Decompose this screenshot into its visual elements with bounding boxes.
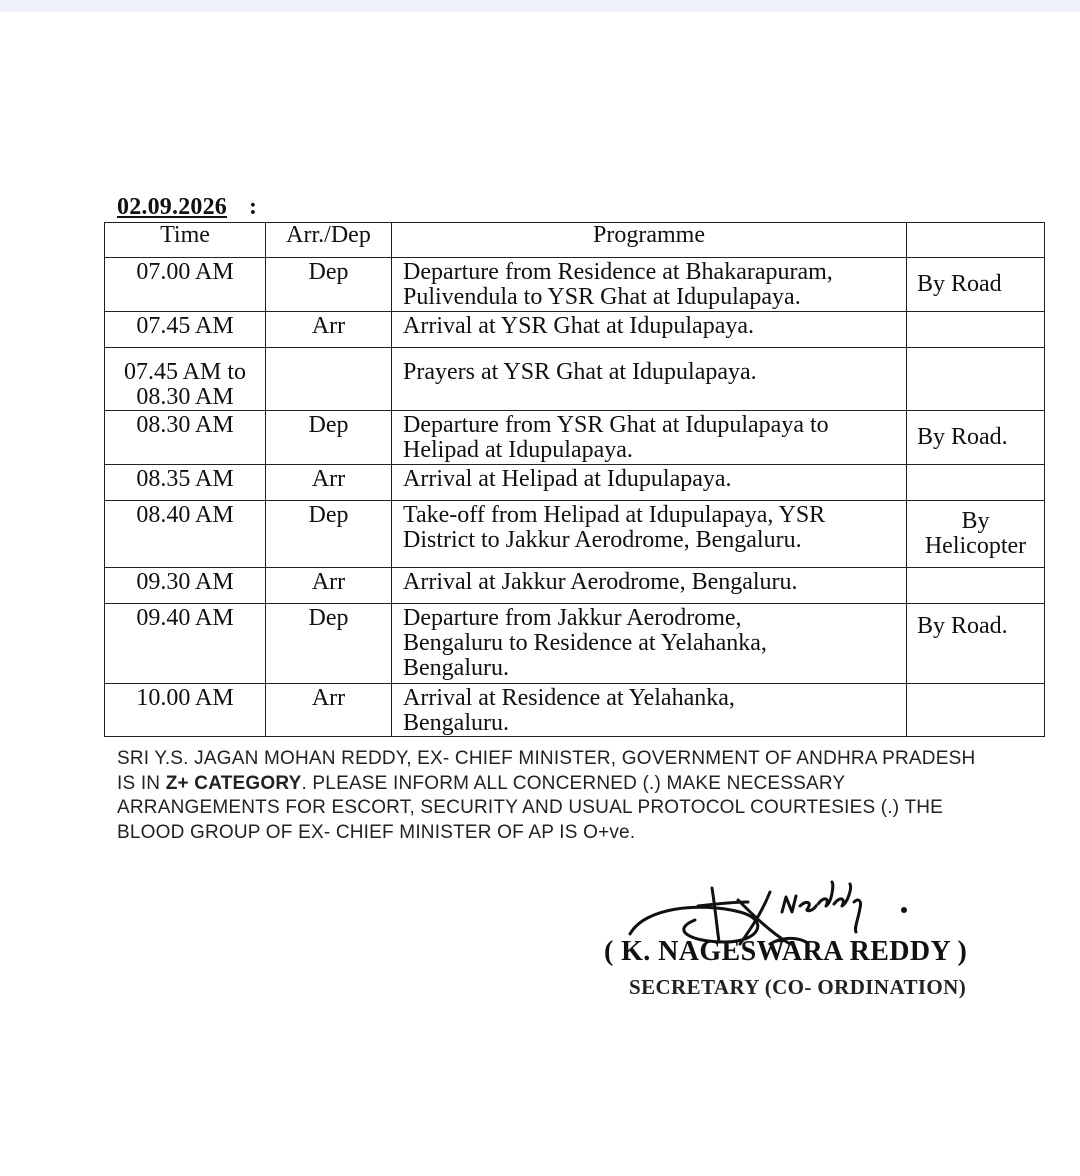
programme-line: Bengaluru. — [403, 710, 509, 736]
programme-line: Arrival at Helipad at Idupulapaya. — [403, 466, 732, 492]
programme-cell — [392, 684, 907, 737]
programme-line: Pulivendula to YSR Ghat at Idupulapaya. — [403, 284, 801, 310]
table-row — [105, 258, 1045, 312]
mode-cell — [907, 465, 1045, 501]
programme-line: Departure from YSR Ghat at Idupulapaya to — [403, 412, 829, 438]
mode-cell: By Road. — [907, 604, 1045, 684]
mode-cell: By Road. — [907, 411, 1045, 465]
time-cell: 08.40 AM — [105, 501, 266, 568]
arr-dep-cell — [266, 348, 392, 411]
programme-cell — [392, 258, 907, 312]
arr-dep-cell: Dep — [266, 604, 392, 684]
programme-cell — [392, 501, 907, 568]
table-row — [105, 411, 1045, 465]
time-cell: 07.00 AM — [105, 258, 266, 312]
programme-line: Helipad at Idupulapaya. — [403, 437, 633, 463]
arr-dep-cell: Arr — [266, 568, 392, 604]
security-remark — [117, 747, 997, 845]
date-colon: : — [249, 194, 257, 220]
time-line: 08.30 AM — [136, 384, 234, 410]
programme-cell — [392, 465, 907, 501]
header-time: Time — [105, 223, 266, 258]
header-mode — [907, 223, 1045, 258]
programme-cell — [392, 411, 907, 465]
table-row — [105, 604, 1045, 684]
mode-line: By — [961, 508, 990, 534]
time-cell: 07.45 AM — [105, 312, 266, 348]
signatory-name: ( K. NAGESWARA REDDY ) — [604, 936, 968, 967]
schedule-table — [104, 222, 1045, 737]
programme-line: Take-off from Helipad at Idupulapaya, YSR — [403, 502, 826, 528]
time-cell — [105, 348, 266, 411]
arr-dep-cell: Dep — [266, 411, 392, 465]
table-row — [105, 568, 1045, 604]
time-cell: 09.30 AM — [105, 568, 266, 604]
remark-category: Z+ CATEGORY — [165, 772, 302, 794]
top-status-strip — [0, 0, 1080, 12]
programme-line: Arrival at Jakkur Aerodrome, Bengaluru. — [403, 569, 798, 595]
time-cell: 08.35 AM — [105, 465, 266, 501]
table-row — [105, 465, 1045, 501]
remark-text-continued: . PLEASE INFORM ALL CONCERNED (.) MAKE NECESSARY ARRANGEMENTS FOR ESCORT, SECURITY AND USUAL PROTOCOL COURTESIES (.) THE BLOOD GROUP OF EX- CHIEF MINISTER OF AP IS O+ve. — [117, 772, 944, 843]
mode-cell — [907, 501, 1045, 568]
programme-line: Bengaluru. — [403, 655, 509, 681]
mode-cell — [907, 684, 1045, 737]
programme-cell — [392, 312, 907, 348]
table-row — [105, 312, 1045, 348]
programme-date: 02.09.2026 — [117, 194, 227, 220]
time-line: 07.45 AM to — [123, 359, 246, 385]
programme-cell — [392, 604, 907, 684]
table-row — [105, 348, 1045, 411]
programme-line: Arrival at YSR Ghat at Idupulapaya. — [403, 313, 755, 339]
mode-cell — [907, 312, 1045, 348]
arr-dep-cell: Arr — [266, 684, 392, 737]
arr-dep-cell: Arr — [266, 312, 392, 348]
programme-cell — [392, 348, 907, 411]
remark-text: SRI Y.S. JAGAN MOHAN REDDY, EX- CHIEF MINISTER, GOVERNMENT OF ANDHRA PRADESH IS IN — [117, 748, 976, 794]
programme-cell — [392, 568, 907, 604]
mode-cell: By Road — [907, 258, 1045, 312]
programme-line: Prayers at YSR Ghat at Idupulapaya. — [403, 359, 757, 385]
arr-dep-cell: Dep — [266, 258, 392, 312]
mode-cell — [907, 348, 1045, 411]
header-programme: Programme — [392, 223, 907, 258]
programme-line: Departure from Residence at Bhakarapuram, — [403, 259, 833, 285]
header-arr-dep: Arr./Dep — [266, 223, 392, 258]
time-cell: 09.40 AM — [105, 604, 266, 684]
table-row — [105, 501, 1045, 568]
table-header-row — [105, 223, 1045, 258]
arr-dep-cell: Arr — [266, 465, 392, 501]
time-cell: 08.30 AM — [105, 411, 266, 465]
programme-line: Departure from Jakkur Aerodrome, — [403, 605, 742, 631]
mode-line: Helicopter — [924, 533, 1027, 559]
programme-line: District to Jakkur Aerodrome, Bengaluru. — [403, 527, 802, 553]
time-cell: 10.00 AM — [105, 684, 266, 737]
mode-cell — [907, 568, 1045, 604]
programme-line: Bengaluru to Residence at Yelahanka, — [403, 630, 767, 656]
programme-line: Arrival at Residence at Yelahanka, — [403, 685, 735, 711]
arr-dep-cell: Dep — [266, 501, 392, 568]
signatory-designation: SECRETARY (CO- ORDINATION) — [629, 975, 967, 999]
table-row — [105, 684, 1045, 737]
